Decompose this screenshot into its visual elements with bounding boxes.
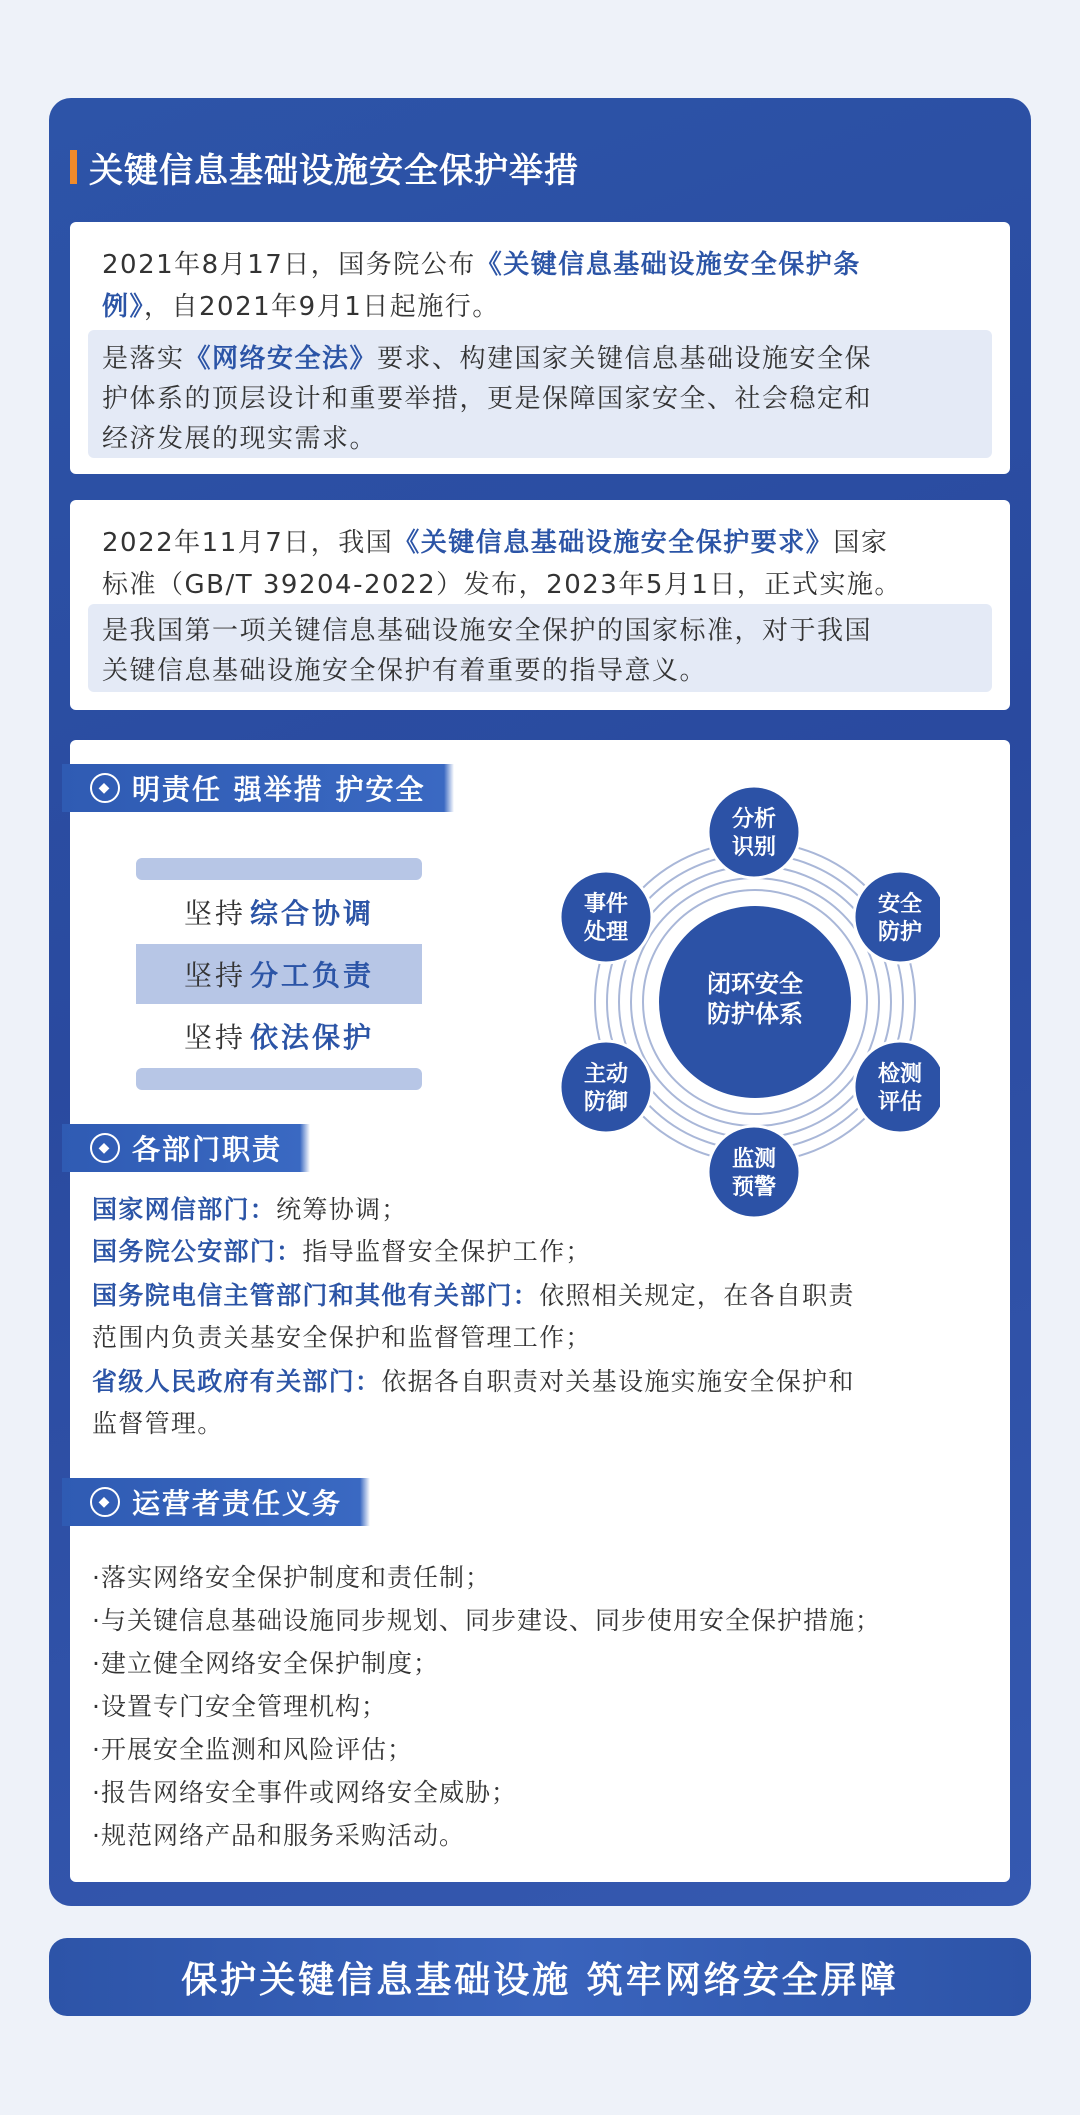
- footer-slogan: 保护关键信息基础设施 筑牢网络安全屏障: [49, 1938, 1031, 2016]
- svg-text:分析: 分析: [731, 807, 777, 832]
- regulation-highlight-line-2: 护体系的顶层设计和重要举措，更是保障国家安全、社会稳定和: [102, 384, 873, 414]
- standard-line-2: 标准（GB/T 39204-2022）发布，2023年5月1日，正式实施。: [102, 570, 902, 600]
- svg-text:监测: 监测: [731, 1147, 777, 1172]
- regulation-line-1: 2021年8月17日，国务院公布《关键信息基础设施安全保护条: [102, 250, 861, 280]
- department-line: 省级人民政府有关部门：依据各自职责对关基设施实施安全保护和: [92, 1367, 855, 1396]
- title-accent-bar: [70, 150, 77, 184]
- standard-card: [70, 500, 1010, 710]
- section-header-operators: ◆ 运营者责任义务: [62, 1478, 360, 1526]
- department-line: 国务院公安部门：指导监督安全保护工作；: [92, 1237, 592, 1266]
- department-line: 国务院电信主管部门和其他有关部门：依照相关规定，在各自职责: [92, 1281, 855, 1310]
- section-header-responsibility: ◆ 明责任 强举措 护安全: [62, 764, 444, 812]
- persist-item: 坚持 分工负责: [136, 944, 422, 1004]
- svg-text:处理: 处理: [583, 920, 629, 945]
- persist-list-top-cap: [136, 858, 422, 880]
- svg-text:识别: 识别: [731, 835, 777, 860]
- department-line: 监督管理。: [92, 1409, 224, 1438]
- list-item: ·开展安全监测和风险评估；: [92, 1735, 413, 1764]
- shield-icon: ◆: [90, 773, 120, 803]
- persist-item: 坚持 依法保护: [183, 1021, 375, 1054]
- diagram-node: [708, 786, 800, 878]
- regulation-card: [70, 222, 1010, 474]
- svg-text:防护: 防护: [877, 920, 923, 945]
- diagram-node: [708, 1126, 800, 1218]
- section-header-departments: ◆ 各部门职责: [62, 1124, 300, 1172]
- svg-text:防御: 防御: [583, 1090, 629, 1115]
- shield-icon: ◆: [90, 1133, 120, 1163]
- diagram-center-label: 防护体系: [707, 1000, 803, 1028]
- standard-line-1: 2022年11月7日，我国《关键信息基础设施安全保护要求》国家: [102, 528, 889, 558]
- svg-text:主动: 主动: [583, 1062, 629, 1087]
- regulation-highlight-line-3: 经济发展的现实需求。: [102, 424, 378, 454]
- standard-highlight-line-1: 是我国第一项关键信息基础设施安全保护的国家标准，对于我国: [102, 616, 873, 646]
- department-line: 范围内负责关基安全保护和监督管理工作；: [92, 1323, 592, 1352]
- diagram-node: [854, 871, 940, 963]
- persist-item: 坚持 综合协调: [183, 897, 375, 930]
- list-item: ·设置专门安全管理机构；: [92, 1692, 387, 1721]
- regulation-highlight-line-1: 是落实《网络安全法》要求、构建国家关键信息基础设施安全保: [102, 344, 873, 374]
- page-title-text: 关键信息基础设施安全保护举措: [89, 150, 579, 191]
- diagram-node: [854, 1041, 940, 1133]
- diagram-center-label: 闭环安全: [707, 970, 803, 998]
- list-item: ·与关键信息基础设施同步规划、同步建设、同步使用安全保护措施；: [92, 1606, 881, 1635]
- diagram-node: [560, 1041, 652, 1133]
- diagram-node: [560, 871, 652, 963]
- standard-highlight-line-2: 关键信息基础设施安全保护有着重要的指导意义。: [102, 656, 708, 686]
- list-item: ·建立健全网络安全保护制度；: [92, 1649, 439, 1678]
- list-item: ·报告网络安全事件或网络安全威胁；: [92, 1778, 517, 1807]
- list-item: ·落实网络安全保护制度和责任制；: [92, 1563, 491, 1592]
- svg-text:安全: 安全: [877, 892, 923, 917]
- persist-list-bottom-cap: [136, 1068, 422, 1090]
- regulation-line-2: 例》，自2021年9月1日起施行。: [102, 292, 500, 322]
- svg-text:事件: 事件: [583, 892, 629, 917]
- persist-list: [136, 858, 422, 1090]
- shield-icon: ◆: [90, 1487, 120, 1517]
- page-title: [70, 145, 579, 189]
- svg-text:评估: 评估: [877, 1090, 923, 1115]
- security-cycle-diagram: [540, 770, 940, 1240]
- department-line: 国家网信部门：统筹协调；: [92, 1195, 408, 1224]
- list-item: ·规范网络产品和服务采购活动。: [92, 1821, 465, 1850]
- svg-text:预警: 预警: [731, 1175, 777, 1200]
- svg-text:检测: 检测: [877, 1062, 923, 1087]
